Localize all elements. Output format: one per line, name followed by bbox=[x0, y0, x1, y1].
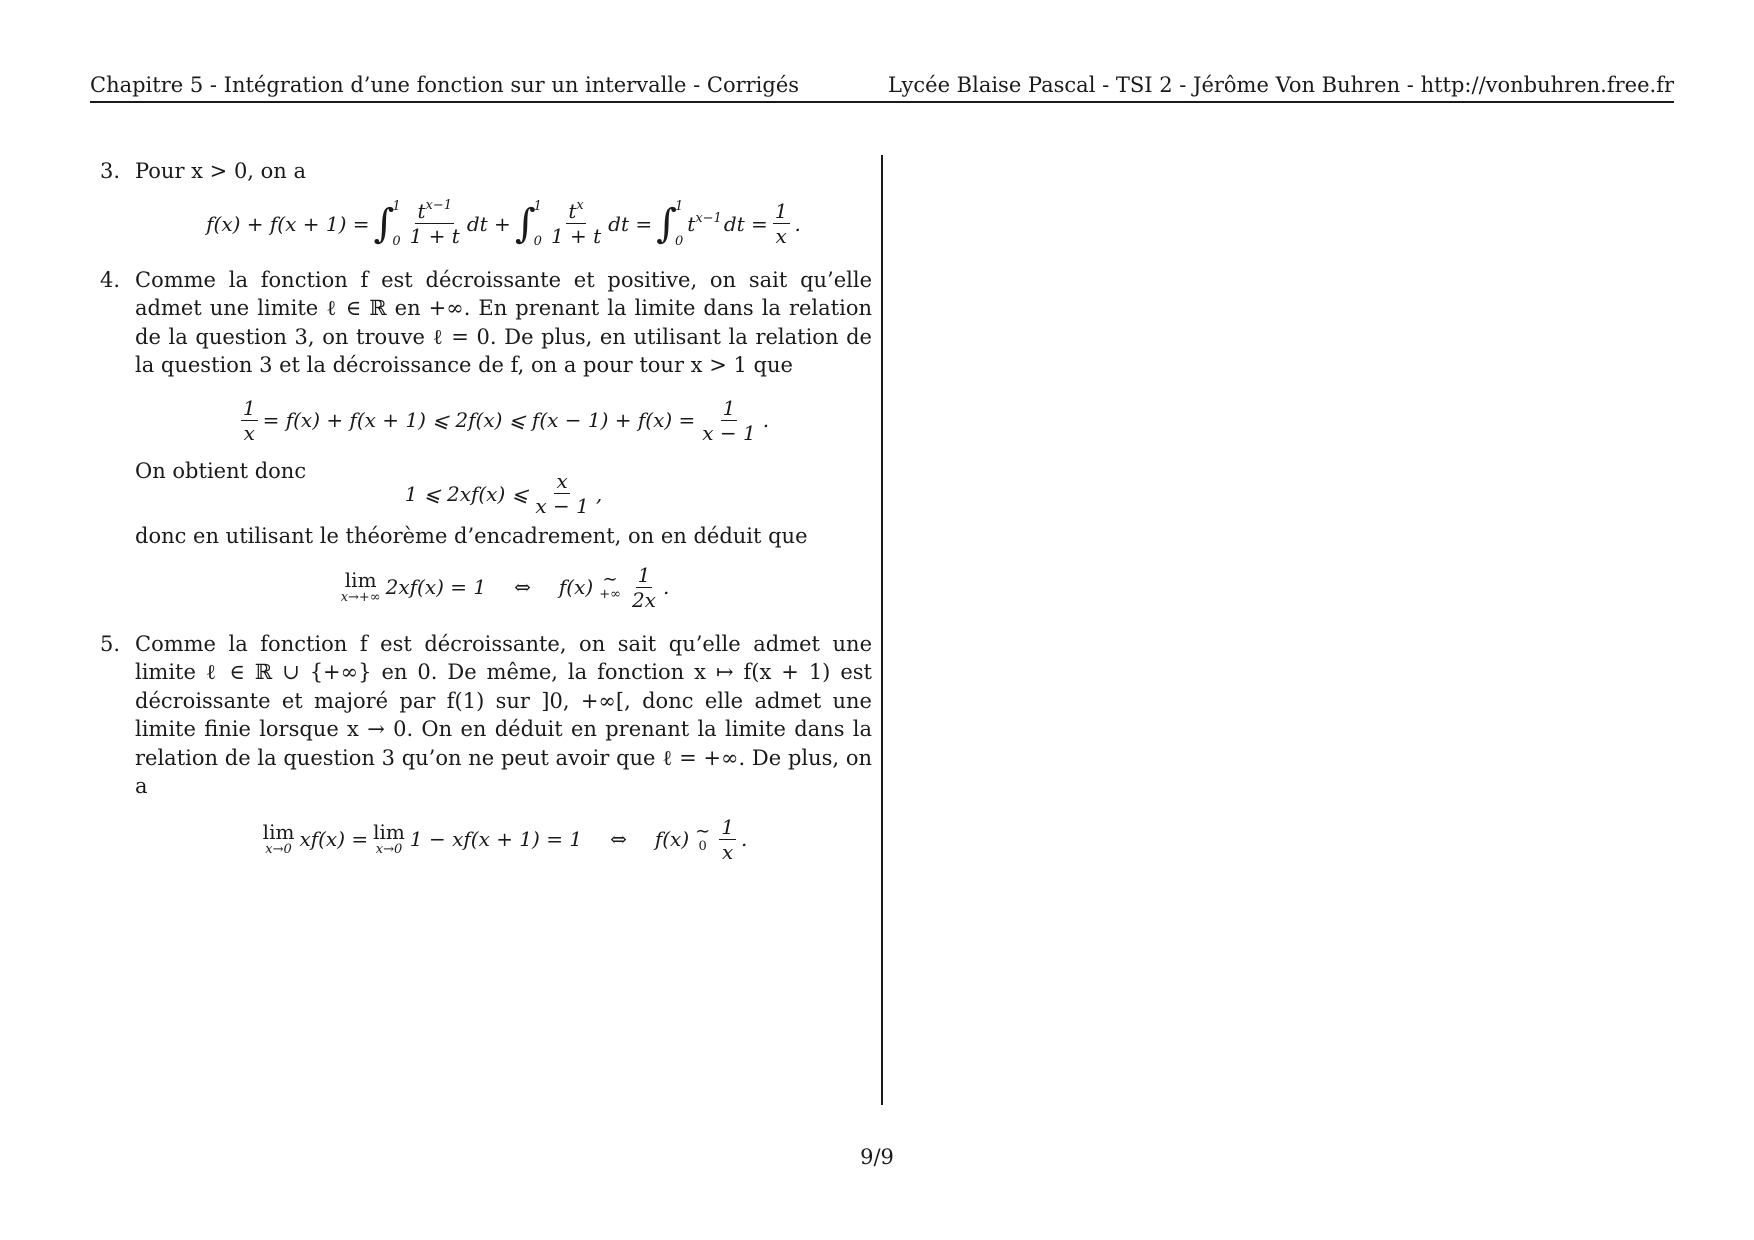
limit-operator: lim x→0 bbox=[262, 820, 295, 857]
item-3 bbox=[100, 157, 872, 248]
header-right-title: Lycée Blaise Pascal - TSI 2 - Jérôme Von Buhren - http://vonbuhren.free.fr bbox=[887, 73, 1674, 97]
item-text: Comme la fonction f est décroissante et positive, on sait qu’elle admet une limite ℓ ∈ ℝ en +∞. En prenant la limite dans la relation de la question 3, on trouve ℓ = 0. De plus, en utilisant la relation de la question 3 et la décroissance de f, on a pour tour x > 1 que bbox=[135, 267, 872, 377]
column-separator bbox=[881, 155, 883, 1105]
eq-lhs: f(x) + f(x + 1) = bbox=[206, 211, 370, 236]
equivalence-operator: ∼ +∞ bbox=[599, 569, 621, 602]
header-left-title: Chapitre 5 - Intégration d’une fonction sur un intervalle - Corrigés bbox=[90, 73, 800, 97]
limit-operator: lim x→+∞ bbox=[340, 568, 381, 605]
fraction: $\frac{1}{x - 1}$ bbox=[702, 395, 756, 445]
integral-sign: ∫ 1 0 bbox=[373, 198, 401, 249]
fraction: $\frac{x}{x - 1}$ bbox=[535, 469, 589, 518]
fraction: $\frac{1}{x}$ bbox=[774, 199, 788, 248]
integral-sign: ∫ 1 0 bbox=[514, 198, 542, 249]
item-text: donc en utilisant le théorème d’encadrement, on en déduit que bbox=[135, 524, 808, 548]
header-rule bbox=[90, 101, 1674, 103]
equation-limit-at-zero: lim x→0 xf(x) = lim x→0 1 − xf(x + 1) = 1 ⇔ f(x) ∼ 0 $\frac{1}{x}$ . bbox=[262, 814, 748, 864]
item-text: Comme la fonction f est décroissante, on sait qu’elle admet une limite ℓ ∈ ℝ ∪ {+∞} en 0. De même, la fonction x ↦ f(x + 1) est décroissante et majoré par f(1) sur ]0, +∞[, donc elle admet une limite finie lorsque x → 0. On en déduit en prenant la limite dans la relation de la question 3 qu’on ne peut avoir que ℓ = +∞. De plus, on a bbox=[135, 631, 872, 798]
item-4 bbox=[100, 266, 872, 610]
fraction: $\frac{t^{x-1}}{1 + t}$ bbox=[409, 198, 460, 248]
equation-bound: 1 ⩽ 2xf(x) ⩽ $\frac{x}{x - 1}$ , bbox=[404, 469, 603, 518]
equivalence-operator: ∼ 0 bbox=[695, 821, 711, 854]
equation-inequality-chain: $\frac{1}{x}$ = f(x) + f(x + 1) ⩽ 2f(x) ⩽ f(x − 1) + f(x) = $\frac{1}{x - 1}$ . bbox=[242, 395, 770, 445]
page-number: 9/9 bbox=[860, 1145, 894, 1169]
item-text: Pour x > 0, on a bbox=[135, 159, 307, 183]
equation-integral-sum: f(x) + f(x + 1) = ∫ 1 0 $\frac{t^{x-1}}{1 + t}$ dt + ∫ 1 0 $\frac{t^x}{1 + t}$ dt = ∫ 1 0 $t^{x-1}$ dt = $\frac{1}{x}$ . bbox=[206, 198, 801, 249]
item-number: 3. bbox=[100, 159, 121, 183]
limit-operator: lim x→0 bbox=[373, 820, 405, 857]
item-number: 4. bbox=[100, 267, 121, 292]
fraction: $\frac{1}{x}$ bbox=[242, 395, 256, 445]
equation-limit-equivalent: lim x→+∞ 2xf(x) = 1 ⇔ f(x) ∼ +∞ $\frac{1}{2x}$ . bbox=[340, 562, 670, 612]
item-5 bbox=[100, 630, 872, 862]
integral-sign: ∫ 1 0 bbox=[656, 198, 684, 249]
fraction: $\frac{t^x}{1 + t}$ bbox=[550, 198, 602, 248]
main-content bbox=[100, 157, 872, 874]
fraction: $\frac{1}{2x}$ bbox=[631, 562, 656, 612]
fraction: $\frac{1}{x}$ bbox=[721, 814, 734, 864]
page-header bbox=[90, 72, 1674, 98]
item-number: 5. bbox=[100, 631, 121, 656]
item-text: On obtient donc bbox=[135, 458, 307, 483]
